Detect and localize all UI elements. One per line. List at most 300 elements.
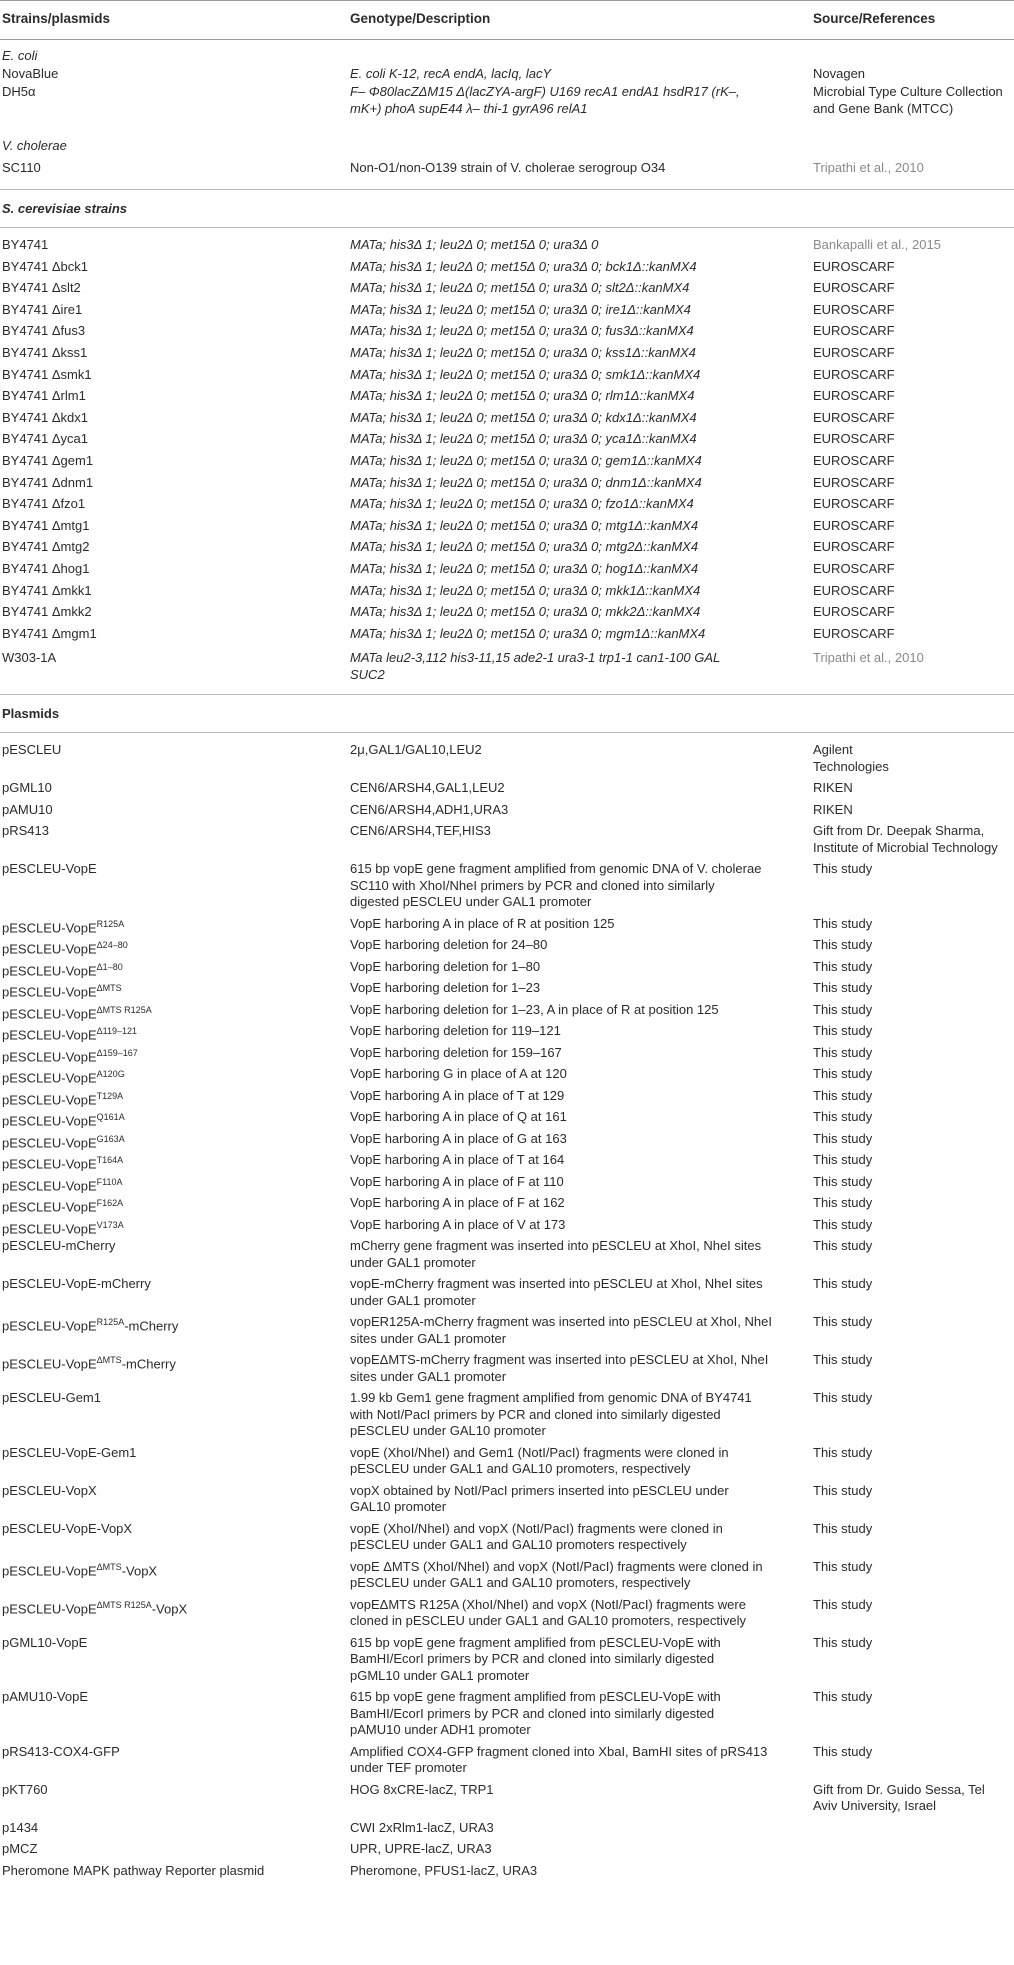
description-line: UPR, UPRE-lacZ, URA3: [350, 1841, 492, 1856]
source-line: Technologies: [813, 758, 889, 774]
strain-name: BY4741 Δslt2: [2, 280, 81, 296]
source: EUROSCARF: [813, 625, 895, 641]
superscript: R125A: [96, 1317, 125, 1327]
description: [350, 780, 790, 797]
source: [813, 1689, 1013, 1706]
description-line: vopE (XhoI/NheI) and vopX (NotI/PacI) fragments were cloned in: [350, 1520, 723, 1536]
description: [350, 1689, 790, 1739]
header-strains: Strains/plasmids: [2, 11, 111, 26]
genotype-text: MATa; his3Δ 1; leu2Δ 0; met15Δ 0; ura3Δ 0; mtg2Δ::kanMX4: [350, 539, 699, 555]
genotype-text: MATa; his3Δ 1; leu2Δ 0; met15Δ 0; ura3Δ 0; smk1Δ::kanMX4: [350, 366, 701, 382]
source-line: Gift from Dr. Guido Sessa, Tel: [813, 1781, 985, 1797]
genotype: [350, 367, 790, 384]
superscript: A120G: [96, 1069, 125, 1079]
source: [813, 1744, 1013, 1761]
plasmid-name: pESCLEU-VopE-mCherry: [2, 1276, 151, 1291]
source: [813, 1390, 1013, 1407]
description-line: GAL10 promoter: [350, 1499, 447, 1514]
description-line: vopE ΔMTS (XhoI/NheI) and vopX (NotI/PacI) fragments were cloned in: [350, 1558, 763, 1574]
description: [350, 916, 790, 933]
plasmid-name: p1434: [2, 1819, 39, 1835]
source: [813, 1152, 1013, 1169]
genotype: [350, 604, 790, 621]
description: [350, 1820, 790, 1837]
superscript: ΔMTS: [96, 1561, 122, 1572]
source-line: This study: [813, 1130, 873, 1146]
source: EUROSCARF: [813, 474, 895, 490]
genotype-text: MATa; his3Δ 1; leu2Δ 0; met15Δ 0; ura3Δ 0; rlm1Δ::kanMX4: [350, 388, 695, 404]
description: [350, 937, 790, 954]
description: [350, 1045, 790, 1062]
source: [813, 780, 1013, 797]
plasmid-name: pESCLEU-VopE$^{\Delta MTS R125A}$-VopX: [2, 1599, 188, 1616]
description-line: SC110 with XhoI/NheI primers by PCR and cloned into similarly: [350, 877, 715, 893]
description-line: sites under GAL1 promoter: [350, 1368, 507, 1384]
genotype: [350, 237, 790, 254]
genotype: [350, 496, 790, 513]
section-label: V. cholerae: [2, 138, 67, 153]
plasmid-name: pESCLEU: [2, 742, 62, 757]
source-line: This study: [813, 1689, 873, 1704]
description: [350, 1483, 790, 1516]
strain-name: BY4741 Δkdx1: [2, 409, 89, 425]
plasmid-name: pKT760: [2, 1781, 48, 1797]
plasmid-name: pESCLEU-Gem1: [2, 1390, 101, 1405]
description-line: under TEF promoter: [350, 1760, 467, 1775]
source: [813, 1174, 1013, 1191]
description-line: vopE-mCherry fragment was inserted into pESCLEU at XhoI, NheI sites: [350, 1276, 763, 1291]
source: [813, 1782, 1013, 1815]
genotype-text: MATa; his3Δ 1; leu2Δ 0; met15Δ 0; ura3Δ 0; fus3Δ::kanMX4: [350, 323, 694, 339]
description: [350, 823, 790, 840]
source: [813, 1045, 1013, 1062]
source: [813, 916, 1013, 933]
strain-name: BY4741 Δhog1: [2, 561, 90, 576]
source: [813, 861, 1013, 878]
source-line: This study: [813, 1634, 873, 1650]
description: [350, 1023, 790, 1040]
description-line: 615 bp vopE gene fragment amplified from pESCLEU-VopE with: [350, 1689, 721, 1704]
genotype-text: MATa; his3Δ 1; leu2Δ 0; met15Δ 0; ura3Δ 0; hog1Δ::kanMX4: [350, 561, 699, 576]
description: [350, 1390, 790, 1440]
header-genotype: Genotype/Description: [350, 11, 491, 26]
source: [813, 1314, 1013, 1331]
superscript: F162A: [96, 1198, 124, 1208]
section-label: E. coli: [2, 48, 38, 63]
source: [813, 937, 1013, 954]
genotype: [350, 388, 790, 405]
plasmid-name: pESCLEU-VopE$^{Q161A}$: [2, 1112, 125, 1129]
plasmid-name: pRS413: [2, 823, 49, 838]
strain-name: BY4741 Δmkk1: [2, 582, 92, 598]
genotype-text: MATa; his3Δ 1; leu2Δ 0; met15Δ 0; ura3Δ 0; kdx1Δ::kanMX4: [350, 409, 697, 425]
genotype: [350, 431, 790, 448]
description-line: VopE harboring A in place of T at 164: [350, 1152, 565, 1167]
description-line: Pheromone, PFUS1-lacZ, URA3: [350, 1862, 538, 1878]
source-line: RIKEN: [813, 801, 853, 817]
description-line: CEN6/ARSH4,ADH1,URA3: [350, 801, 509, 817]
description: [350, 959, 790, 976]
plasmid-name: pESCLEU-VopE$^{F110A}$: [2, 1176, 123, 1193]
source: Bankapalli et al., 2015: [813, 237, 941, 252]
plasmid-name: pESCLEU-VopE: [2, 861, 97, 876]
source-line: This study: [813, 937, 873, 952]
source: [813, 802, 1013, 819]
genotype: F– Φ80lacZΔM15 Δ(lacZYA-argF) U169 recA1 endA1 hsdR17 (rK–, mK+) phoA supE44 λ– thi-1 gyrA96 relA1: [350, 84, 740, 116]
plasmid-name: pESCLEU-VopE$^{V173A}$: [2, 1219, 124, 1236]
genotype: MATa leu2-3,112 his3-11,15 ade2-1 ura3-1 trp1-1 can1-100 GAL SUC2: [350, 650, 721, 682]
superscript: ΔMTS: [96, 983, 122, 993]
genotype: Non-O1/non-O139 strain of V. cholerae serogroup O34: [350, 160, 666, 175]
source-line: This study: [813, 1520, 873, 1536]
description: [350, 1066, 790, 1083]
plasmid-name: pESCLEU-VopE$^{R125A}$: [2, 918, 125, 935]
plasmid-name: pESCLEU-mCherry: [2, 1238, 116, 1253]
source: [813, 1195, 1013, 1212]
source-line: Agilent: [813, 742, 853, 757]
description-line: VopE harboring deletion for 1–23: [350, 980, 541, 995]
genotype-text: MATa; his3Δ 1; leu2Δ 0; met15Δ 0; ura3Δ 0; mkk1Δ::kanMX4: [350, 582, 701, 598]
genotype-text: MATa; his3Δ 1; leu2Δ 0; met15Δ 0; ura3Δ 0; mgm1Δ::kanMX4: [350, 625, 706, 641]
description-line: 615 bp vopE gene fragment amplified from pESCLEU-VopE with: [350, 1634, 721, 1650]
strain-name: SC110: [2, 160, 41, 175]
superscript: ΔMTS: [96, 1355, 122, 1365]
description-line: CEN6/ARSH4,TEF,HIS3: [350, 823, 491, 838]
description-line: VopE harboring A in place of F at 110: [350, 1173, 564, 1189]
superscript: T129A: [96, 1090, 124, 1101]
genotype: E. coli K-12, recA endA, lacIq, lacY: [350, 66, 552, 81]
description-line: VopE harboring deletion for 119–121: [350, 1023, 561, 1038]
source: EUROSCARF: [813, 582, 895, 598]
source-line: This study: [813, 1743, 873, 1759]
source-line: This study: [813, 980, 873, 995]
genotype: [350, 626, 790, 643]
description-line: 615 bp vopE gene fragment amplified from genomic DNA of V. cholerae: [350, 861, 762, 876]
plasmid-name: pMCZ: [2, 1841, 38, 1856]
genotype-text: MATa; his3Δ 1; leu2Δ 0; met15Δ 0; ura3Δ 0; slt2Δ::kanMX4: [350, 280, 690, 296]
genotype: [350, 583, 790, 600]
source: [813, 1066, 1013, 1083]
description: [350, 1744, 790, 1777]
description-line: pGML10 under GAL1 promoter: [350, 1667, 530, 1683]
description-line: vopEΔMTS R125A (XhoI/NheI) and vopX (NotI/PacI) fragments were: [350, 1596, 746, 1612]
source: EUROSCARF: [813, 345, 895, 360]
source: [813, 1445, 1013, 1462]
source: [813, 1088, 1013, 1105]
strain-name: DH5α: [2, 84, 36, 99]
strain-name: BY4741 Δire1: [2, 301, 83, 317]
description: [350, 742, 790, 759]
description: [350, 1002, 790, 1019]
description-line: pESCLEU under GAL1 and GAL10 promoters respectively: [350, 1537, 687, 1552]
strain-name: BY4741 Δgem1: [2, 453, 94, 468]
strain-name: BY4741 Δmgm1: [2, 625, 97, 641]
strain-name: BY4741 Δyca1: [2, 431, 89, 447]
genotype-text: MATa; his3Δ 1; leu2Δ 0; met15Δ 0; ura3Δ 0; gem1Δ::kanMX4: [350, 453, 702, 468]
genotype-text: MATa; his3Δ 1; leu2Δ 0; met15Δ 0; ura3Δ 0; ire1Δ::kanMX4: [350, 301, 691, 317]
description: [350, 1088, 790, 1105]
description: [350, 1559, 790, 1592]
genotype-text: MATa; his3Δ 1; leu2Δ 0; met15Δ 0; ura3Δ 0; yca1Δ::kanMX4: [350, 431, 697, 447]
description-line: VopE harboring deletion for 1–23, A in place of R at position 125: [350, 1001, 719, 1017]
source: EUROSCARF: [813, 301, 895, 317]
description-line: pESCLEU under GAL1 and GAL10 promoters, respectively: [350, 1461, 691, 1476]
superscript: T164A: [96, 1155, 124, 1165]
genotype-text: MATa; his3Δ 1; leu2Δ 0; met15Δ 0; ura3Δ 0; kss1Δ::kanMX4: [350, 345, 696, 360]
superscript: R125A: [96, 918, 125, 929]
description-line: 1.99 kb Gem1 gene fragment amplified from genomic DNA of BY4741: [350, 1390, 752, 1405]
description: [350, 1863, 790, 1880]
source-line: This study: [813, 958, 873, 974]
source: EUROSCARF: [813, 453, 895, 468]
plasmid-name: pESCLEU-VopE$^{R125A}$-mCherry: [2, 1317, 179, 1334]
genotype: [350, 518, 790, 535]
description: [350, 1635, 790, 1685]
genotype: [350, 280, 790, 297]
description-line: VopE harboring G in place of A at 120: [350, 1066, 567, 1081]
description-line: VopE harboring deletion for 24–80: [350, 937, 548, 952]
plasmid-name: pESCLEU-VopE$^{T129A}$: [2, 1090, 124, 1107]
superscript: G163A: [96, 1133, 125, 1144]
source: Microbial Type Culture Collection and Gene Bank (MTCC): [813, 84, 1003, 116]
plasmid-name: pESCLEU-VopE-VopX: [2, 1520, 133, 1536]
source-line: This study: [813, 1444, 873, 1460]
description: [350, 1314, 790, 1347]
description: [350, 1195, 790, 1212]
source-line: This study: [813, 1596, 873, 1612]
description-line: sites under GAL1 promoter: [350, 1330, 507, 1346]
source: [813, 1131, 1013, 1148]
plasmid-name: pESCLEU-VopE$^{T164A}$: [2, 1155, 124, 1172]
genotype-text: MATa; his3Δ 1; leu2Δ 0; met15Δ 0; ura3Δ 0; mtg1Δ::kanMX4: [350, 517, 699, 533]
source: EUROSCARF: [813, 280, 895, 296]
plasmid-name: pAMU10: [2, 801, 53, 817]
description-line: with NotI/PacI primers by PCR and cloned into similarly digested: [350, 1406, 721, 1422]
source-line: This study: [813, 1087, 873, 1103]
description-line: HOG 8xCRE-lacZ, TRP1: [350, 1781, 494, 1797]
source-line: This study: [813, 1314, 873, 1329]
plasmid-name: pRS413-COX4-GFP: [2, 1743, 120, 1759]
description: [350, 1276, 790, 1309]
plasmid-name: pAMU10-VopE: [2, 1689, 88, 1704]
description: [350, 1445, 790, 1478]
description: [350, 1352, 790, 1385]
description: [350, 861, 790, 911]
description-line: VopE harboring A in place of Q at 161: [350, 1109, 567, 1124]
description-line: mCherry gene fragment was inserted into pESCLEU at XhoI, NheI sites: [350, 1238, 762, 1253]
source-line: Aviv University, Israel: [813, 1798, 937, 1813]
plasmid-name: pESCLEU-VopE$^{\Delta MTS R125A}$: [2, 1004, 152, 1021]
superscript: ΔMTS R125A: [96, 1599, 152, 1610]
source: EUROSCARF: [813, 409, 895, 425]
description-line: digested pESCLEU under GAL1 promoter: [350, 894, 592, 909]
plasmid-name: pESCLEU-VopE$^{\Delta MTS}$-VopX: [2, 1561, 158, 1578]
genotype-text: MATa; his3Δ 1; leu2Δ 0; met15Δ 0; ura3Δ 0; dnm1Δ::kanMX4: [350, 474, 702, 490]
genotype: [350, 410, 790, 427]
genotype: [350, 475, 790, 492]
source: Tripathi et al., 2010: [813, 160, 924, 175]
source: EUROSCARF: [813, 258, 895, 274]
source: [813, 1521, 1013, 1538]
strain-name: BY4741 Δdnm1: [2, 474, 94, 490]
source-line: This study: [813, 1195, 873, 1210]
source-line: This study: [813, 1216, 873, 1232]
source: EUROSCARF: [813, 496, 895, 512]
strain-name: NovaBlue: [2, 66, 59, 81]
superscript: Q161A: [96, 1112, 125, 1122]
source-line: Institute of Microbial Technology: [813, 839, 998, 855]
source-line: RIKEN: [813, 780, 853, 795]
genotype-text: MATa; his3Δ 1; leu2Δ 0; met15Δ 0; ura3Δ 0; fzo1Δ::kanMX4: [350, 496, 694, 512]
source: [813, 742, 1013, 775]
genotype: [350, 561, 790, 578]
source-line: This study: [813, 915, 873, 931]
source: EUROSCARF: [813, 604, 895, 620]
genotype-text: MATa; his3Δ 1; leu2Δ 0; met15Δ 0; ura3Δ 0; bck1Δ::kanMX4: [350, 258, 697, 274]
description-line: CWI 2xRlm1-lacZ, URA3: [350, 1819, 494, 1835]
plasmid-name: Pheromone MAPK pathway Reporter plasmid: [2, 1862, 265, 1878]
description-line: 2μ,GAL1/GAL10,LEU2: [350, 742, 482, 757]
description-line: VopE harboring deletion for 1–80: [350, 958, 541, 974]
description: [350, 1782, 790, 1799]
source: [813, 1217, 1013, 1234]
source: EUROSCARF: [813, 517, 895, 533]
description-line: pESCLEU under GAL1 and GAL10 promoters, respectively: [350, 1575, 691, 1590]
description: [350, 1238, 790, 1271]
genotype: [350, 345, 790, 362]
source-line: This study: [813, 1109, 873, 1124]
description: [350, 1597, 790, 1630]
description-line: vopE (XhoI/NheI) and Gem1 (NotI/PacI) fragments were cloned in: [350, 1444, 729, 1460]
plasmid-name: pESCLEU-VopE$^{\Delta 119-121}$: [2, 1026, 138, 1043]
strain-name: BY4741 Δfzo1: [2, 496, 86, 512]
strain-name: BY4741 Δbck1: [2, 258, 89, 274]
superscript: Δ119–121: [96, 1026, 138, 1036]
description-line: VopE harboring A in place of F at 162: [350, 1195, 565, 1210]
superscript: Δ24–80: [96, 940, 128, 950]
genotype: [350, 539, 790, 556]
description: [350, 1841, 790, 1858]
source: EUROSCARF: [813, 431, 895, 447]
description-line: vopEΔMTS-mCherry fragment was inserted into pESCLEU at XhoI, NheI: [350, 1352, 769, 1367]
description-line: under GAL1 promoter: [350, 1254, 476, 1270]
source: [813, 980, 1013, 997]
description-line: pESCLEU under GAL10 promoter: [350, 1423, 546, 1438]
description-line: VopE harboring A in place of V at 173: [350, 1216, 566, 1232]
plasmid-name: pESCLEU-VopE-Gem1: [2, 1444, 137, 1460]
strain-name: BY4741: [2, 237, 49, 252]
source-line: This study: [813, 861, 873, 876]
plasmid-name: pESCLEU-VopE$^{\Delta MTS}$: [2, 983, 122, 1000]
source-line: This study: [813, 1023, 873, 1038]
source-line: This study: [813, 1276, 873, 1291]
superscript: F110A: [96, 1176, 123, 1187]
plasmid-name: pESCLEU-VopE$^{A120G}$: [2, 1069, 125, 1086]
genotype-text: MATa; his3Δ 1; leu2Δ 0; met15Δ 0; ura3Δ 0; mkk2Δ::kanMX4: [350, 604, 701, 620]
genotype: [350, 259, 790, 276]
source: EUROSCARF: [813, 561, 895, 576]
superscript: Δ159–167: [96, 1047, 138, 1058]
description-line: VopE harboring A in place of T at 129: [350, 1087, 565, 1103]
source: [813, 1109, 1013, 1126]
source: [813, 823, 1013, 856]
genotype-text: MATa; his3Δ 1; leu2Δ 0; met15Δ 0; ura3Δ 0: [350, 237, 599, 252]
description: [350, 1521, 790, 1554]
plasmid-name: pGML10: [2, 780, 52, 795]
description: [350, 1152, 790, 1169]
description: [350, 980, 790, 997]
source-line: This study: [813, 1044, 873, 1060]
strain-name: W303-1A: [2, 650, 57, 665]
strain-name: BY4741 Δkss1: [2, 345, 88, 360]
plasmid-name: pESCLEU-VopE$^{\Delta 1-80}$: [2, 961, 123, 978]
source-line: This study: [813, 1390, 873, 1405]
description-line: BamHI/EcorI primers by PCR and cloned into similarly digested: [350, 1705, 715, 1721]
source: [813, 1483, 1013, 1500]
description-line: vopX obtained by NotI/PacI primers inserted into pESCLEU under: [350, 1482, 729, 1498]
source: [813, 1023, 1013, 1040]
strain-name: BY4741 Δmtg2: [2, 539, 90, 555]
source-line: This study: [813, 1238, 873, 1253]
description: [350, 1174, 790, 1191]
source: Novagen: [813, 66, 866, 81]
source: [813, 1002, 1013, 1019]
description-line: VopE harboring A in place of G at 163: [350, 1130, 567, 1146]
description: [350, 1109, 790, 1126]
source-line: This study: [813, 1152, 873, 1167]
description-line: pAMU10 under ADH1 promoter: [350, 1722, 531, 1737]
description-line: CEN6/ARSH4,GAL1,LEU2: [350, 780, 505, 795]
source: [813, 959, 1013, 976]
source-line: This study: [813, 1001, 873, 1017]
plasmid-name: pGML10-VopE: [2, 1634, 88, 1650]
source: [813, 1276, 1013, 1293]
genotype: [350, 323, 790, 340]
plasmid-name: pESCLEU-VopE$^{G163A}$: [2, 1133, 125, 1150]
source: EUROSCARF: [813, 323, 895, 339]
description-line: BamHI/EcorI primers by PCR and cloned into similarly digested: [350, 1651, 715, 1666]
source: EUROSCARF: [813, 388, 895, 404]
plasmid-name: pESCLEU-VopE$^{\Delta 24-80}$: [2, 940, 128, 957]
plasmid-name: pESCLEU-VopE$^{\Delta 159-167}$: [2, 1047, 138, 1064]
description: [350, 1217, 790, 1234]
source-line: This study: [813, 1482, 873, 1498]
source: [813, 1559, 1013, 1576]
source: [813, 1238, 1013, 1255]
strain-name: BY4741 Δrlm1: [2, 388, 86, 404]
superscript: V173A: [96, 1219, 124, 1230]
strain-name: BY4741 Δfus3: [2, 323, 86, 339]
plasmid-name: pESCLEU-VopE$^{F162A}$: [2, 1198, 124, 1215]
source: EUROSCARF: [813, 366, 895, 382]
source-line: This study: [813, 1558, 873, 1574]
table-header: [0, 0, 1014, 40]
source: [813, 1352, 1013, 1369]
description: [350, 802, 790, 819]
superscript: ΔMTS R125A: [96, 1004, 152, 1015]
source: [813, 1635, 1013, 1652]
plasmid-name: pESCLEU-VopX: [2, 1482, 97, 1498]
plasmid-name: pESCLEU-VopE$^{\Delta MTS}$-mCherry: [2, 1355, 176, 1372]
description-line: cloned in pESCLEU under GAL1 and GAL10 promoters, respectively: [350, 1613, 746, 1628]
source: EUROSCARF: [813, 539, 895, 555]
description-line: vopER125A-mCherry fragment was inserted into pESCLEU at XhoI, NheI: [350, 1314, 772, 1329]
superscript: Δ1–80: [96, 961, 123, 972]
description-line: VopE harboring deletion for 159–167: [350, 1044, 562, 1060]
source: Tripathi et al., 2010: [813, 650, 924, 665]
header-source: Source/References: [813, 11, 936, 26]
source-line: This study: [813, 1352, 873, 1367]
